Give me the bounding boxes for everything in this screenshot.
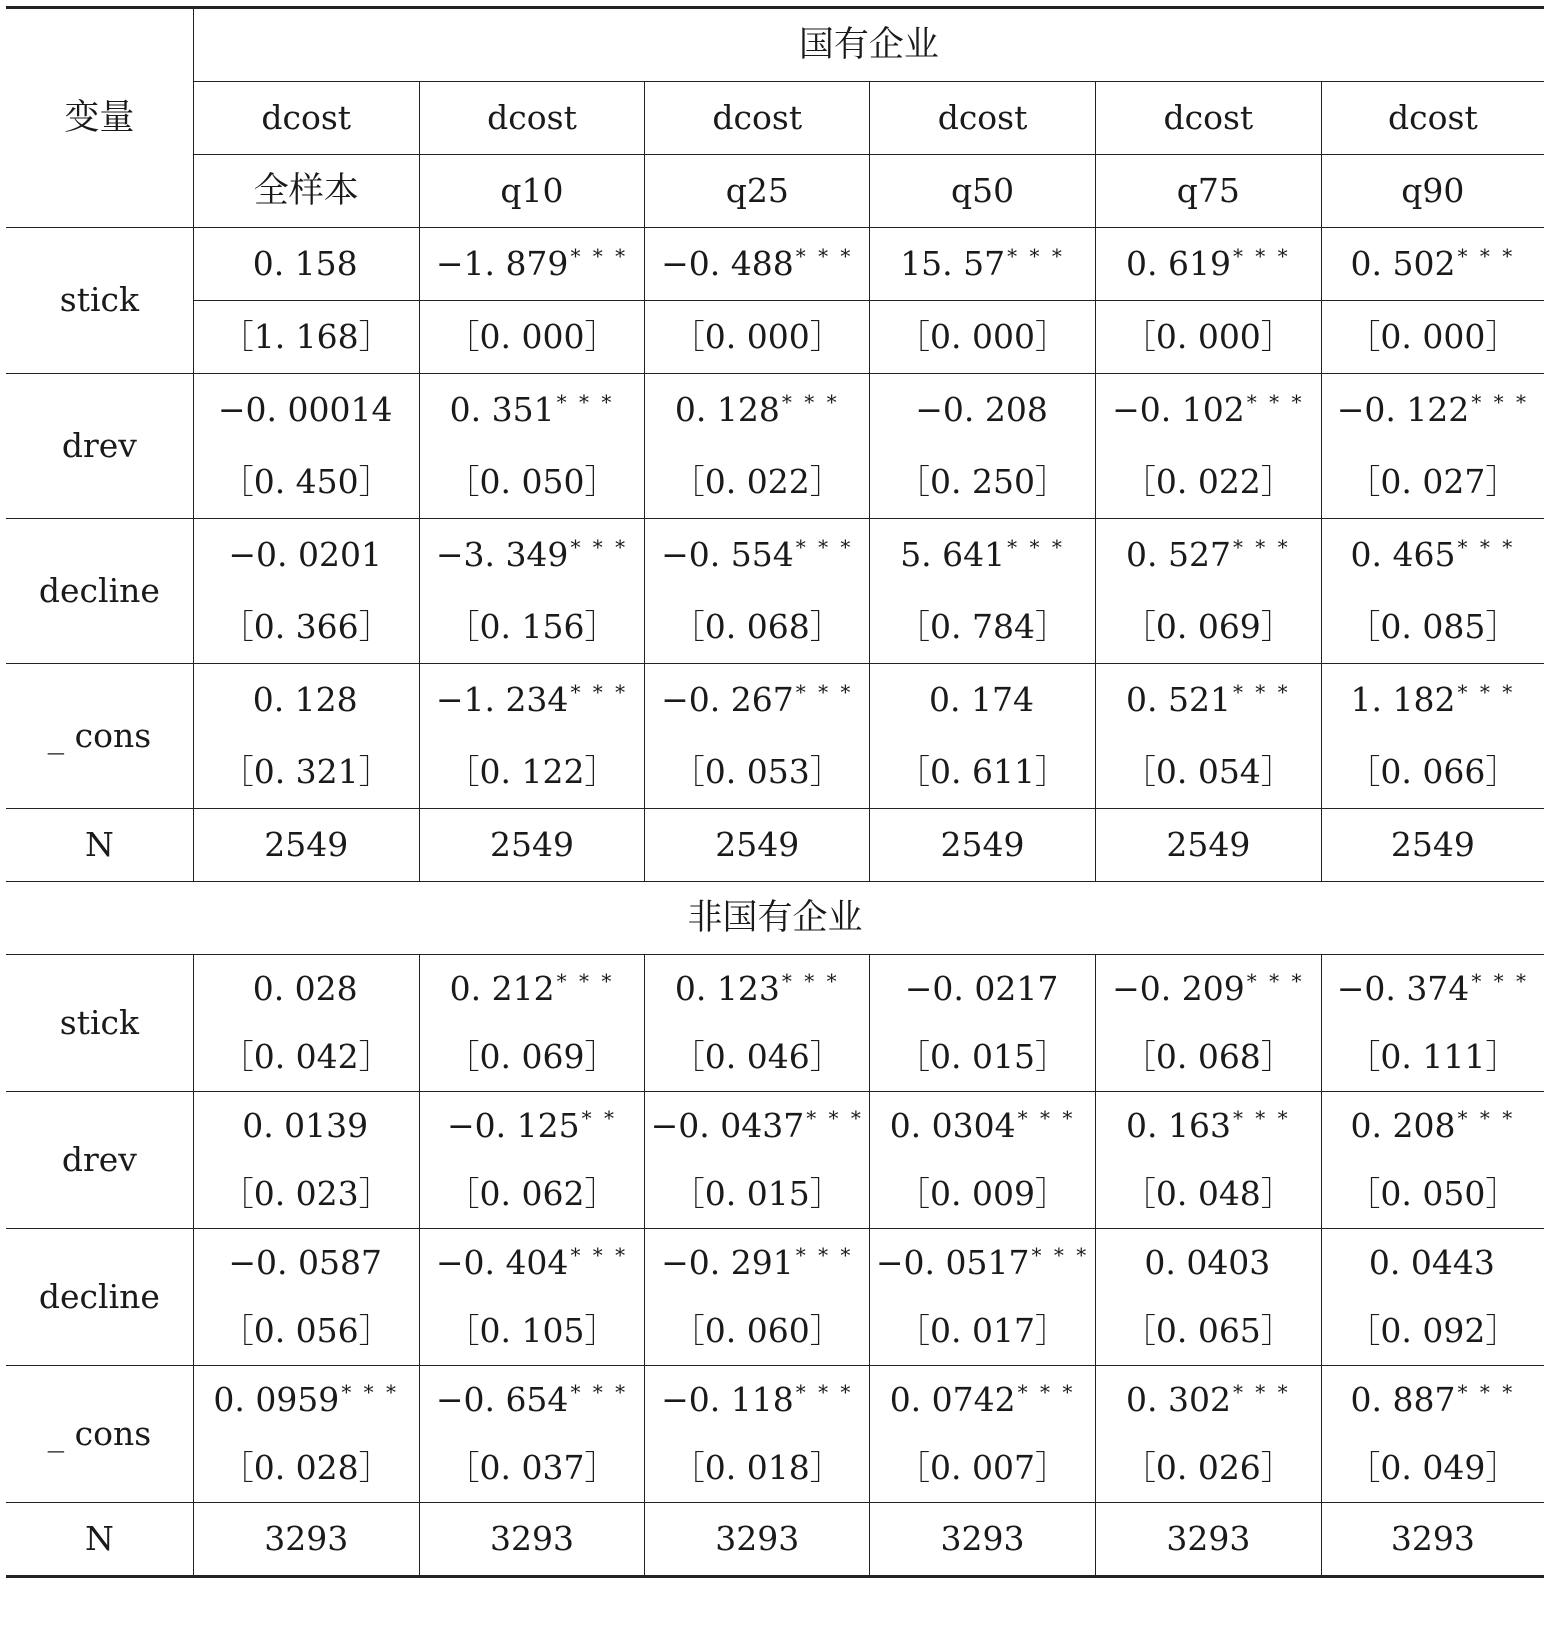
coef-row xyxy=(6,228,1544,301)
n-cell: 2549 xyxy=(870,809,1096,882)
coef-cell xyxy=(1321,1229,1544,1298)
sample-header: q50 xyxy=(870,155,1096,228)
n-row xyxy=(6,809,1544,882)
significance-stars: * * * xyxy=(341,1379,400,1404)
significance-stars: * * * xyxy=(1457,1105,1516,1130)
coef-cell xyxy=(645,228,870,301)
coef-cell xyxy=(1095,1229,1321,1298)
variable-name: _ cons xyxy=(6,664,193,809)
stderr-cell: ［0. 069］ xyxy=(1095,591,1321,664)
coef-cell xyxy=(419,1092,645,1161)
coef-value: −0. 118 xyxy=(661,1379,794,1419)
significance-stars: * * * xyxy=(556,968,615,993)
coef-cell xyxy=(1321,374,1544,447)
coef-row xyxy=(6,374,1544,447)
stderr-cell: ［0. 250］ xyxy=(870,446,1096,519)
header-row-sample xyxy=(6,155,1544,228)
variable-name: stick xyxy=(6,955,193,1092)
coef-value: −0. 209 xyxy=(1112,968,1245,1008)
significance-stars: * * * xyxy=(795,1242,854,1267)
coef-value: 0. 351 xyxy=(449,389,555,429)
coef-cell xyxy=(1321,664,1544,737)
stderr-cell: ［0. 065］ xyxy=(1095,1297,1321,1366)
stderr-cell: ［0. 050］ xyxy=(419,446,645,519)
coef-value: −0. 0517 xyxy=(875,1242,1030,1282)
coef-cell xyxy=(1095,664,1321,737)
coef-cell xyxy=(870,374,1096,447)
stderr-row xyxy=(6,1297,1544,1366)
coef-value: −3. 349 xyxy=(435,534,569,574)
stderr-cell: ［0. 450］ xyxy=(193,446,419,519)
coef-cell xyxy=(1095,228,1321,301)
stderr-row xyxy=(6,1434,1544,1503)
coef-cell xyxy=(645,664,870,737)
group-title-soe: 国有企业 xyxy=(193,8,1544,82)
coef-value: −0. 125 xyxy=(447,1105,580,1145)
coef-cell xyxy=(1321,1366,1544,1435)
coef-value: 0. 028 xyxy=(252,968,358,1008)
coef-row xyxy=(6,1229,1544,1298)
stderr-cell: ［0. 000］ xyxy=(1321,301,1544,374)
coef-cell xyxy=(193,955,419,1024)
n-cell: 3293 xyxy=(870,1503,1096,1577)
stderr-cell: ［0. 105］ xyxy=(419,1297,645,1366)
coef-row xyxy=(6,955,1544,1024)
coef-cell xyxy=(1321,955,1544,1024)
depvar-header: dcost xyxy=(1095,82,1321,155)
coef-value: −0. 122 xyxy=(1336,389,1470,429)
significance-stars: * * * xyxy=(1471,389,1530,414)
coef-cell xyxy=(193,1229,419,1298)
coef-value: −0. 208 xyxy=(915,389,1048,429)
significance-stars: * * * xyxy=(570,679,629,704)
significance-stars: * * * xyxy=(795,1379,854,1404)
variable-name: decline xyxy=(6,519,193,664)
stderr-row xyxy=(6,736,1544,809)
significance-stars: * * * xyxy=(556,389,615,414)
stderr-cell: ［0. 007］ xyxy=(870,1434,1096,1503)
coef-value: 0. 123 xyxy=(674,968,780,1008)
coef-value: −0. 488 xyxy=(661,243,794,283)
variable-name: drev xyxy=(6,1092,193,1229)
depvar-header: dcost xyxy=(870,82,1096,155)
coef-value: 0. 502 xyxy=(1350,243,1456,283)
significance-stars: * * * xyxy=(1457,1379,1516,1404)
depvar-header: dcost xyxy=(419,82,645,155)
stderr-cell: ［0. 056］ xyxy=(193,1297,419,1366)
n-cell: 3293 xyxy=(1321,1503,1544,1577)
coef-cell xyxy=(419,519,645,592)
variable-name: decline xyxy=(6,1229,193,1366)
coef-cell xyxy=(419,374,645,447)
coef-value: 0. 619 xyxy=(1125,243,1231,283)
stderr-row xyxy=(6,1160,1544,1229)
stderr-cell: ［0. 611］ xyxy=(870,736,1096,809)
coef-value: 0. 887 xyxy=(1350,1379,1456,1419)
stderr-cell: ［0. 023］ xyxy=(193,1160,419,1229)
group-title-non-soe: 非国有企业 xyxy=(6,882,1544,955)
stderr-cell: ［0. 068］ xyxy=(645,591,870,664)
n-cell: 2549 xyxy=(1321,809,1544,882)
sample-header: q75 xyxy=(1095,155,1321,228)
coef-cell xyxy=(193,228,419,301)
n-cell: 3293 xyxy=(1095,1503,1321,1577)
group-title-row xyxy=(6,882,1544,955)
header-row-depvar xyxy=(6,82,1544,155)
coef-row xyxy=(6,519,1544,592)
coef-cell xyxy=(1095,1092,1321,1161)
stderr-cell: ［0. 054］ xyxy=(1095,736,1321,809)
significance-stars: * * * xyxy=(570,1379,629,1404)
coef-value: 0. 128 xyxy=(252,679,358,719)
significance-stars: * * * xyxy=(1007,243,1065,268)
variable-name: N xyxy=(6,1503,193,1577)
significance-stars: * * * xyxy=(1457,534,1516,559)
stderr-cell: ［0. 000］ xyxy=(1095,301,1321,374)
stderr-row xyxy=(6,591,1544,664)
coef-value: 0. 302 xyxy=(1125,1379,1231,1419)
coef-cell xyxy=(419,664,645,737)
stderr-cell: ［0. 018］ xyxy=(645,1434,870,1503)
coef-cell xyxy=(1095,1366,1321,1435)
coef-value: −1. 234 xyxy=(435,679,569,719)
coef-row xyxy=(6,1366,1544,1435)
regression-table xyxy=(6,6,1544,1578)
coef-value: 0. 208 xyxy=(1350,1105,1456,1145)
coef-cell xyxy=(193,664,419,737)
coef-cell xyxy=(1321,1092,1544,1161)
stderr-row xyxy=(6,301,1544,374)
coef-cell xyxy=(645,955,870,1024)
coef-cell xyxy=(870,955,1096,1024)
significance-stars: * * * xyxy=(570,534,629,559)
coef-cell xyxy=(419,1229,645,1298)
stderr-cell: ［0. 042］ xyxy=(193,1023,419,1092)
coef-cell xyxy=(419,955,645,1024)
significance-stars: * * * xyxy=(570,1242,629,1267)
stderr-cell: ［0. 062］ xyxy=(419,1160,645,1229)
stderr-cell: ［0. 068］ xyxy=(1095,1023,1321,1092)
depvar-header: dcost xyxy=(1321,82,1544,155)
significance-stars: * * * xyxy=(1457,243,1516,268)
significance-stars: * * * xyxy=(1232,1379,1291,1404)
stderr-cell: ［0. 037］ xyxy=(419,1434,645,1503)
n-row xyxy=(6,1503,1544,1577)
coef-cell xyxy=(419,1366,645,1435)
stderr-cell: ［0. 026］ xyxy=(1095,1434,1321,1503)
coef-cell xyxy=(645,1092,870,1161)
coef-value: −0. 291 xyxy=(661,1242,794,1282)
stderr-cell: ［1. 168］ xyxy=(193,301,419,374)
variable-name: drev xyxy=(6,374,193,519)
coef-row xyxy=(6,664,1544,737)
significance-stars: * * * xyxy=(570,243,629,268)
coef-value: 1. 182 xyxy=(1350,679,1456,719)
n-cell: 3293 xyxy=(419,1503,645,1577)
coef-cell xyxy=(1095,955,1321,1024)
coef-value: 0. 0304 xyxy=(889,1105,1016,1145)
coef-value: 0. 174 xyxy=(929,679,1035,719)
significance-stars: * * * xyxy=(1246,968,1305,993)
coef-cell xyxy=(870,228,1096,301)
coef-cell xyxy=(870,1092,1096,1161)
coef-cell xyxy=(645,1229,870,1298)
significance-stars: * * * xyxy=(1457,679,1516,704)
stderr-cell: ［0. 092］ xyxy=(1321,1297,1544,1366)
sample-header: 全样本 xyxy=(193,155,419,228)
stderr-cell: ［0. 050］ xyxy=(1321,1160,1544,1229)
variable-name: N xyxy=(6,809,193,882)
stderr-cell: ［0. 321］ xyxy=(193,736,419,809)
n-cell: 2549 xyxy=(419,809,645,882)
coef-cell xyxy=(645,374,870,447)
n-cell: 3293 xyxy=(193,1503,419,1577)
significance-stars: * * * xyxy=(1471,968,1530,993)
significance-stars: * * * xyxy=(781,968,840,993)
significance-stars: * * * xyxy=(1017,1105,1076,1130)
sample-header: q25 xyxy=(645,155,870,228)
stderr-cell: ［0. 017］ xyxy=(870,1297,1096,1366)
stderr-cell: ［0. 122］ xyxy=(419,736,645,809)
stderr-cell: ［0. 009］ xyxy=(870,1160,1096,1229)
significance-stars: * * * xyxy=(1007,534,1065,559)
n-cell: 2549 xyxy=(193,809,419,882)
coef-value: 0. 465 xyxy=(1350,534,1456,574)
significance-stars: * * * xyxy=(1232,534,1291,559)
coef-cell xyxy=(419,228,645,301)
stderr-cell: ［0. 015］ xyxy=(645,1160,870,1229)
significance-stars: * * * xyxy=(1232,1105,1291,1130)
coef-value: 0. 521 xyxy=(1125,679,1231,719)
stderr-cell: ［0. 053］ xyxy=(645,736,870,809)
n-cell: 2549 xyxy=(645,809,870,882)
significance-stars: * * * xyxy=(795,534,854,559)
depvar-header: dcost xyxy=(645,82,870,155)
coef-value: −0. 267 xyxy=(661,679,794,719)
stderr-cell: ［0. 111］ xyxy=(1321,1023,1544,1092)
coef-value: −0. 0437 xyxy=(650,1105,805,1145)
n-cell: 3293 xyxy=(645,1503,870,1577)
significance-stars: * * * xyxy=(1232,679,1291,704)
coef-cell xyxy=(870,1366,1096,1435)
coef-cell xyxy=(193,1092,419,1161)
coef-value: −0. 0217 xyxy=(904,968,1059,1008)
stderr-cell: ［0. 046］ xyxy=(645,1023,870,1092)
coef-value: −0. 0587 xyxy=(228,1242,382,1282)
coef-value: 0. 128 xyxy=(674,389,780,429)
coef-value: −0. 374 xyxy=(1336,968,1470,1008)
significance-stars: * * * xyxy=(1031,1242,1090,1267)
stderr-cell: ［0. 085］ xyxy=(1321,591,1544,664)
coef-value: 0. 0959 xyxy=(213,1379,340,1419)
significance-stars: * * * xyxy=(795,679,854,704)
coef-value: −0. 404 xyxy=(435,1242,569,1282)
sample-header: q90 xyxy=(1321,155,1544,228)
n-cell: 2549 xyxy=(1095,809,1321,882)
coef-cell xyxy=(645,1366,870,1435)
coef-cell xyxy=(1321,519,1544,592)
coef-value: 0. 0443 xyxy=(1368,1242,1495,1282)
coef-cell xyxy=(193,519,419,592)
coef-value: −0. 0201 xyxy=(228,534,382,574)
stderr-row xyxy=(6,1023,1544,1092)
coef-value: 0. 158 xyxy=(252,243,358,283)
coef-value: −0. 654 xyxy=(435,1379,569,1419)
depvar-header: dcost xyxy=(193,82,419,155)
coef-value: 15. 57 xyxy=(900,243,1006,283)
stderr-cell: ［0. 000］ xyxy=(870,301,1096,374)
stderr-cell: ［0. 069］ xyxy=(419,1023,645,1092)
stderr-cell: ［0. 000］ xyxy=(419,301,645,374)
soe-section xyxy=(6,228,1544,882)
coef-cell xyxy=(193,374,419,447)
coef-cell xyxy=(870,519,1096,592)
coef-cell xyxy=(1321,228,1544,301)
significance-stars: * * * xyxy=(1232,243,1291,268)
coef-value: −1. 879 xyxy=(435,243,569,283)
stderr-cell: ［0. 784］ xyxy=(870,591,1096,664)
coef-cell xyxy=(1095,374,1321,447)
variable-header: 变量 xyxy=(6,8,193,228)
coef-value: −0. 554 xyxy=(661,534,794,574)
significance-stars: * * * xyxy=(1017,1379,1076,1404)
sample-header: q10 xyxy=(419,155,645,228)
non-soe-section xyxy=(6,955,1544,1577)
header-row-group xyxy=(6,8,1544,82)
coef-cell xyxy=(645,519,870,592)
stderr-cell: ［0. 027］ xyxy=(1321,446,1544,519)
coef-value: 0. 0139 xyxy=(242,1105,369,1145)
stderr-cell: ［0. 366］ xyxy=(193,591,419,664)
significance-stars: * * * xyxy=(806,1105,864,1130)
coef-cell xyxy=(870,664,1096,737)
coef-value: 0. 527 xyxy=(1125,534,1231,574)
coef-cell xyxy=(870,1229,1096,1298)
coef-value: −0. 00014 xyxy=(217,389,393,429)
stderr-cell: ［0. 060］ xyxy=(645,1297,870,1366)
coef-value: 0. 163 xyxy=(1125,1105,1231,1145)
stderr-cell: ［0. 015］ xyxy=(870,1023,1096,1092)
coef-cell xyxy=(193,1366,419,1435)
coef-row xyxy=(6,1092,1544,1161)
significance-stars: * * * xyxy=(1246,389,1305,414)
stderr-cell: ［0. 156］ xyxy=(419,591,645,664)
coef-value: −0. 102 xyxy=(1112,389,1245,429)
variable-name: _ cons xyxy=(6,1366,193,1503)
coef-value: 5. 641 xyxy=(900,534,1006,574)
stderr-cell: ［0. 022］ xyxy=(645,446,870,519)
stderr-row xyxy=(6,446,1544,519)
coef-value: 0. 0403 xyxy=(1144,1242,1271,1282)
significance-stars: * * xyxy=(581,1105,617,1130)
stderr-cell: ［0. 066］ xyxy=(1321,736,1544,809)
stderr-cell: ［0. 028］ xyxy=(193,1434,419,1503)
coef-value: 0. 0742 xyxy=(889,1379,1016,1419)
significance-stars: * * * xyxy=(795,243,854,268)
stderr-cell: ［0. 022］ xyxy=(1095,446,1321,519)
significance-stars: * * * xyxy=(781,389,840,414)
stderr-cell: ［0. 000］ xyxy=(645,301,870,374)
stderr-cell: ［0. 048］ xyxy=(1095,1160,1321,1229)
stderr-cell: ［0. 049］ xyxy=(1321,1434,1544,1503)
coef-value: 0. 212 xyxy=(449,968,555,1008)
variable-name: stick xyxy=(6,228,193,374)
coef-cell xyxy=(1095,519,1321,592)
